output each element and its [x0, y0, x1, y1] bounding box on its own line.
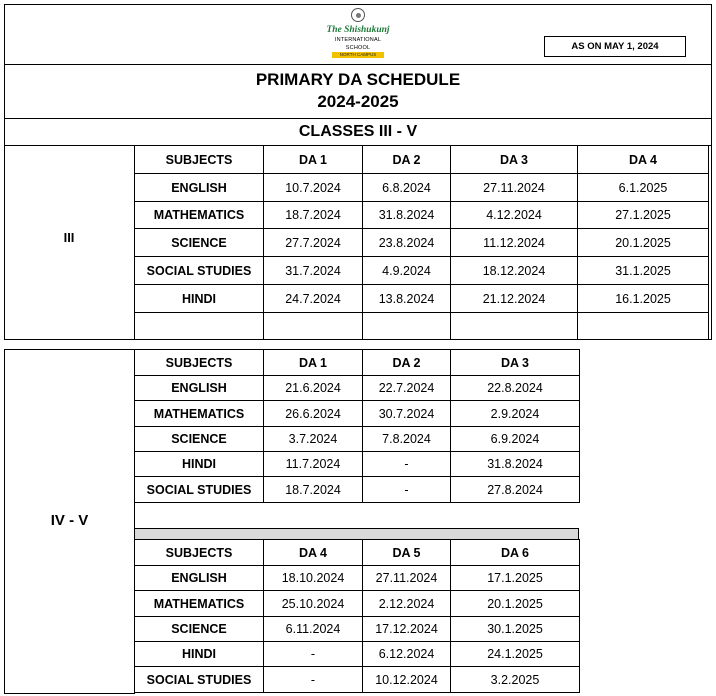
subject-cell: SCIENCE [135, 427, 264, 452]
date-cell: - [363, 452, 451, 477]
subject-cell: SCIENCE [135, 617, 264, 642]
date-cell: - [264, 667, 363, 693]
header-da3: DA 3 [451, 146, 578, 174]
class-iv-v-table-1 [134, 349, 580, 503]
date-cell: 24.7.2024 [264, 285, 363, 313]
table-row [135, 257, 709, 285]
table-header-row [135, 146, 709, 174]
header-da6: DA 6 [451, 540, 580, 566]
date-cell: 4.9.2024 [363, 257, 451, 285]
date-cell: 3.2.2025 [451, 667, 580, 693]
table-row [135, 591, 580, 617]
date-cell: 27.11.2024 [451, 174, 578, 202]
class-iii-table [134, 145, 709, 340]
date-cell: 11.12.2024 [451, 229, 578, 257]
date-cell: 27.11.2024 [363, 566, 451, 591]
subject-cell: ENGLISH [135, 376, 264, 401]
date-cell: 6.8.2024 [363, 174, 451, 202]
as-on-date: AS ON MAY 1, 2024 [544, 36, 686, 57]
table-row [135, 667, 580, 693]
table-header-row [135, 350, 580, 376]
subject-cell: HINDI [135, 285, 264, 313]
table-row [135, 376, 580, 401]
header-da5: DA 5 [363, 540, 451, 566]
date-cell: 31.8.2024 [451, 452, 580, 477]
subject-cell: ENGLISH [135, 566, 264, 591]
date-cell: 11.7.2024 [264, 452, 363, 477]
class-iv-v-table-2 [134, 539, 580, 693]
header-da2: DA 2 [363, 146, 451, 174]
table-row [135, 285, 709, 313]
date-cell: 20.1.2025 [578, 229, 709, 257]
table-row [135, 452, 580, 477]
date-cell: 31.7.2024 [264, 257, 363, 285]
date-cell: 3.7.2024 [264, 427, 363, 452]
page-year: 2024-2025 [317, 92, 399, 111]
date-cell: 30.1.2025 [451, 617, 580, 642]
date-cell: 6.1.2025 [578, 174, 709, 202]
class-iii-label: III [63, 230, 75, 245]
table-row [135, 642, 580, 667]
classes-heading-box [4, 118, 712, 146]
header-subjects: SUBJECTS [135, 540, 264, 566]
subject-cell: SCIENCE [135, 229, 264, 257]
table-row [135, 229, 709, 257]
date-cell: 23.8.2024 [363, 229, 451, 257]
date-cell: 22.8.2024 [451, 376, 580, 401]
table-row [135, 566, 580, 591]
subject-cell: MATHEMATICS [135, 401, 264, 427]
date-cell: 10.12.2024 [363, 667, 451, 693]
subject-cell: SOCIAL STUDIES [135, 257, 264, 285]
date-cell: 6.9.2024 [451, 427, 580, 452]
subject-cell: HINDI [135, 642, 264, 667]
date-cell: 2.12.2024 [363, 591, 451, 617]
table-row [135, 401, 580, 427]
date-cell: 24.1.2025 [451, 642, 580, 667]
subject-cell: MATHEMATICS [135, 202, 264, 229]
logo-campus: NORTH CAMPUS [332, 52, 384, 58]
logo-sub: INTERNATIONAL SCHOOL [334, 37, 382, 51]
header-da1: DA 1 [264, 146, 363, 174]
header-da1: DA 1 [264, 350, 363, 376]
date-cell: 31.1.2025 [578, 257, 709, 285]
table-row [135, 477, 580, 503]
header-da4: DA 4 [578, 146, 709, 174]
classes-heading: CLASSES III - V [298, 123, 418, 140]
date-cell: 2.9.2024 [451, 401, 580, 427]
date-cell: 4.12.2024 [451, 202, 578, 229]
date-cell: 21.6.2024 [264, 376, 363, 401]
table-row [135, 202, 709, 229]
date-cell: 6.12.2024 [363, 642, 451, 667]
date-cell: - [363, 477, 451, 503]
header-subjects: SUBJECTS [135, 350, 264, 376]
header-da4: DA 4 [264, 540, 363, 566]
subject-cell: SOCIAL STUDIES [135, 667, 264, 693]
subject-cell: HINDI [135, 452, 264, 477]
header-da3: DA 3 [451, 350, 580, 376]
logo-brand: The Shishukunj [326, 25, 390, 35]
header-subjects: SUBJECTS [135, 146, 264, 174]
date-cell: 17.12.2024 [363, 617, 451, 642]
table-row [135, 174, 709, 202]
date-cell: 27.8.2024 [451, 477, 580, 503]
class-iv-v-label: IV - V [50, 512, 89, 529]
date-cell: 25.10.2024 [264, 591, 363, 617]
date-cell: 18.12.2024 [451, 257, 578, 285]
date-cell: 27.1.2025 [578, 202, 709, 229]
date-cell: 18.10.2024 [264, 566, 363, 591]
table-row-empty [135, 313, 709, 340]
subject-cell: SOCIAL STUDIES [135, 477, 264, 503]
date-cell: 16.1.2025 [578, 285, 709, 313]
date-cell: 6.11.2024 [264, 617, 363, 642]
date-cell: 26.6.2024 [264, 401, 363, 427]
header-da2: DA 2 [363, 350, 451, 376]
date-cell: 18.7.2024 [264, 202, 363, 229]
table-header-row [135, 540, 580, 566]
date-cell: 17.1.2025 [451, 566, 580, 591]
date-cell: 10.7.2024 [264, 174, 363, 202]
date-cell: - [264, 642, 363, 667]
date-cell: 20.1.2025 [451, 591, 580, 617]
subject-cell: ENGLISH [135, 174, 264, 202]
date-cell: 27.7.2024 [264, 229, 363, 257]
table-row [135, 427, 580, 452]
title-box [4, 64, 712, 119]
date-cell: 21.12.2024 [451, 285, 578, 313]
date-cell: 13.8.2024 [363, 285, 451, 313]
page-title: PRIMARY DA SCHEDULE [255, 70, 461, 89]
date-cell: 31.8.2024 [363, 202, 451, 229]
crest-icon [351, 8, 365, 22]
date-cell: 7.8.2024 [363, 427, 451, 452]
date-cell: 30.7.2024 [363, 401, 451, 427]
date-cell: 18.7.2024 [264, 477, 363, 503]
school-logo [322, 8, 394, 58]
subject-cell: MATHEMATICS [135, 591, 264, 617]
date-cell: 22.7.2024 [363, 376, 451, 401]
table-row [135, 617, 580, 642]
